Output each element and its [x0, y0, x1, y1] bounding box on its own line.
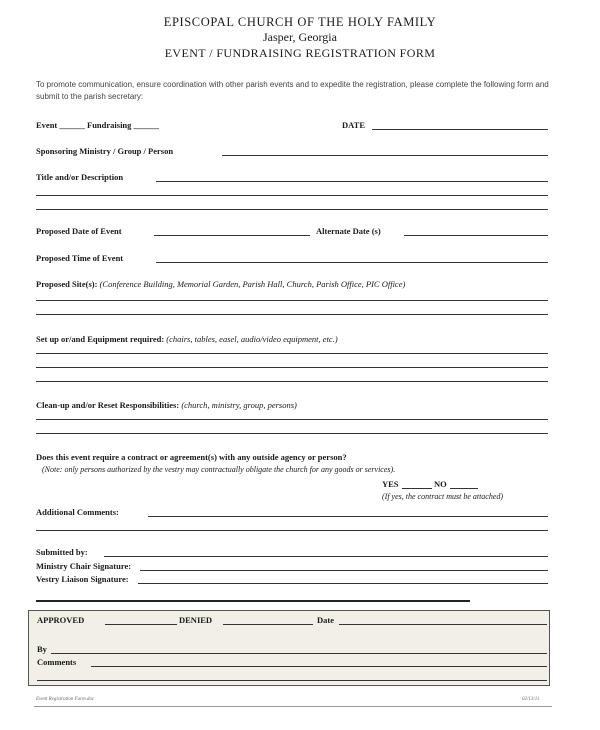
proposed-date-label: Proposed Date of Event [36, 226, 122, 236]
submitted-by-line[interactable] [104, 556, 548, 557]
cleanup-examples: (church, ministry, group, persons) [181, 400, 297, 410]
contract-question: Does this event require a contract or agreement(s) with any outside agency or person? [36, 452, 347, 462]
form-header [0, 14, 600, 61]
site-line-1[interactable] [36, 300, 548, 301]
title-desc-line-1[interactable] [156, 181, 548, 182]
proposed-time-line[interactable] [156, 262, 548, 263]
proposed-time-label: Proposed Time of Event [36, 253, 124, 263]
org-location: Jasper, Georgia [263, 30, 337, 44]
approval-date-line[interactable] [339, 624, 547, 625]
section-divider [36, 600, 470, 602]
by-line[interactable] [51, 653, 547, 654]
additional-line-1[interactable] [148, 516, 548, 517]
cleanup-line-1[interactable] [36, 419, 548, 420]
liaison-signature-label: Vestry Liaison Signature: [36, 574, 129, 584]
alternate-date-line[interactable] [404, 235, 548, 236]
cleanup-label [36, 400, 297, 410]
sponsoring-label: Sponsoring Ministry / Group / Person [36, 146, 174, 156]
sponsoring-line[interactable] [222, 155, 548, 156]
yes-line[interactable] [402, 488, 432, 489]
no-label: NO [434, 479, 447, 489]
setup-line-3[interactable] [36, 381, 548, 382]
title-desc-line-3[interactable] [36, 209, 548, 210]
comments-line-2[interactable] [37, 680, 547, 681]
approval-date-label: Date [317, 615, 334, 625]
approval-box [28, 610, 550, 686]
event-type-label: Event ______ Fundraising ______ [36, 120, 160, 130]
site-line-2[interactable] [36, 314, 548, 315]
form-title: EVENT / FUNDRAISING REGISTRATION FORM [164, 46, 436, 60]
contract-note: (Note: only persons authorized by the vestry may contractually obligate the church for any goods or services). [42, 465, 396, 474]
footer-filename: Event Registration Form.doc [36, 697, 95, 702]
chair-signature-label: Ministry Chair Signature: [36, 561, 132, 571]
contract-attach-note: (If yes, the contract must be attached) [382, 492, 504, 501]
title-desc-label: Title and/or Description [36, 172, 124, 182]
proposed-site-text: Proposed Site(s): [36, 279, 98, 289]
approved-line[interactable] [105, 624, 177, 625]
denied-line[interactable] [223, 624, 313, 625]
additional-comments-label: Additional Comments: [36, 507, 119, 517]
alternate-date-label: Alternate Date (s) [316, 226, 381, 236]
additional-line-2[interactable] [36, 530, 548, 531]
title-desc-line-2[interactable] [36, 195, 548, 196]
setup-label [36, 334, 338, 344]
liaison-signature-line[interactable] [138, 583, 548, 584]
proposed-site-label [36, 279, 405, 289]
date-line[interactable] [372, 129, 548, 130]
footer-rule [34, 706, 552, 707]
cleanup-line-2[interactable] [36, 433, 548, 434]
site-examples: (Conference Building, Memorial Garden, Parish Hall, Church, Parish Office, PIC Office) [99, 279, 406, 289]
date-label: DATE [342, 120, 365, 130]
denied-label: DENIED [179, 615, 213, 625]
yes-label: YES [382, 479, 399, 489]
cleanup-text: Clean-up and/or Reset Responsibilities: [36, 400, 180, 410]
comments-line-1[interactable] [91, 666, 547, 667]
comments-label: Comments [37, 657, 77, 667]
org-name: EPISCOPAL CHURCH OF THE HOLY FAMILY [163, 15, 437, 29]
setup-line-2[interactable] [36, 367, 548, 368]
setup-line-1[interactable] [36, 353, 548, 354]
footer-date: 02/13/11 [522, 697, 540, 702]
setup-text: Set up or/and Equipment required: [36, 334, 165, 344]
setup-examples: (chairs, tables, easel, audio/video equipment, etc.) [166, 334, 338, 344]
approved-label: APPROVED [37, 615, 85, 625]
no-line[interactable] [450, 488, 478, 489]
submitted-by-label: Submitted by: [36, 547, 88, 557]
proposed-date-line[interactable] [154, 235, 310, 236]
by-label: By [37, 644, 47, 654]
intro-text: To promote communication, ensure coordination with other parish events and to expedite the registration, please complete the following form and submit to the parish secretary: [36, 80, 549, 101]
chair-signature-line[interactable] [140, 570, 548, 571]
